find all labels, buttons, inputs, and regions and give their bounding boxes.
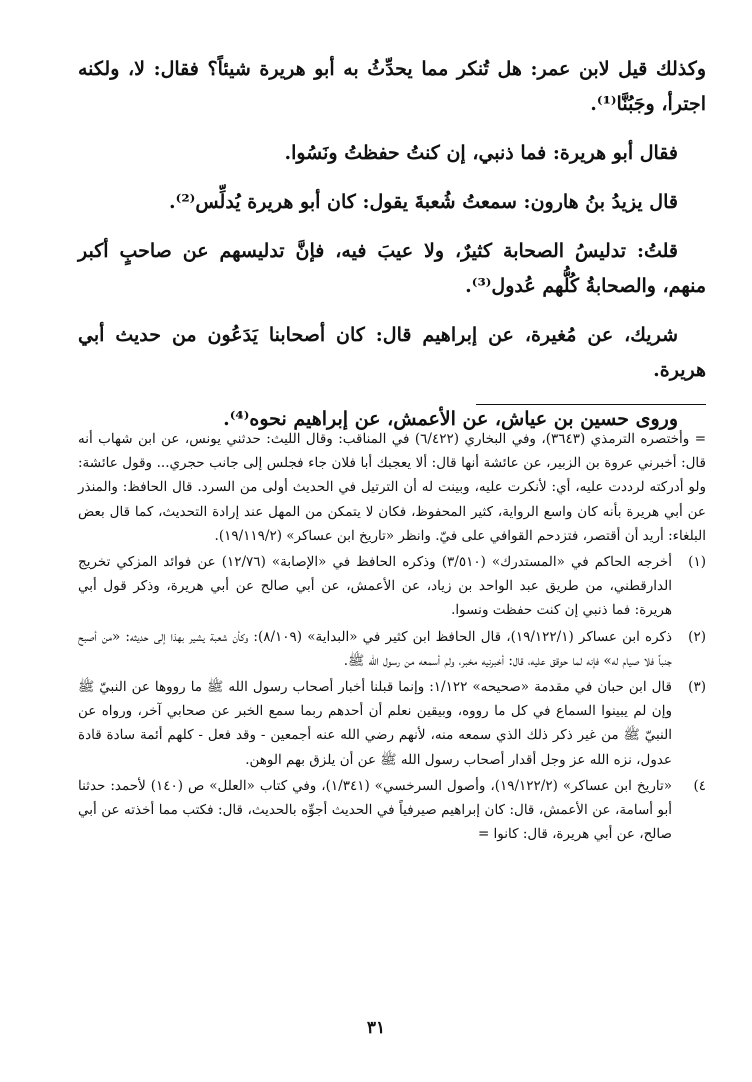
footnote-separator xyxy=(476,404,706,405)
footnote-continuation-text: = وأختصره الترمذي (٣٦٤٣)، وفي البخاري (٦/٤٢٢) في المناقب: وقال الليث: حدثني يونس، عن ابن شهاب أنه قال: أخبرني عروة بن الزبير، عن عائشة أنها قال: ألا يعجبك أبا فلان جاء فجلس إلى جانب حجري... وقول عائشة: ولو أدركته لرددت عليه، أي: لأنكرت عليه، وبينت له أن الترتيل في الحديث أولى من السرد. قال الحافظ: والمنذر عن أبي هريرة بأنه كان واسع الرواية، كثير المحفوظ، فكان لا يتمكن من المهل عند إرادة التحديث، كما قال بعض البلغاء: أريد أن أقتصر، فتزدحم القوافي على فيّ. وانظر «تاريخ ابن عساكر» (١٩/١١٩/٢). xyxy=(78,431,707,544)
page-number: ٣١ xyxy=(366,1018,386,1038)
main-paragraph-5: شريك، عن مُغيرة، عن إبراهيم قال: كان أصحابنا يَدَعُون من حديث أبي هريرة. xyxy=(78,324,706,381)
footnote-3 xyxy=(78,675,706,772)
footnote-4 xyxy=(78,774,706,847)
footnote-text: «تاريخ ابن عساكر» (١٩/١٢٢/٢)، وأصول السرخسي» (١/٣٤١)، وفي كتاب «العلل» ص (١٤٠) لأحمد: حدثنا أبو أسامة، عن الأعمش، قال: كان إبراهيم صيرفياً في الحديث أجوِّه بالحديث، قال: فكتب مما أخذته عن أبي صالح، عن أبي هريرة، قال: كانوا = xyxy=(78,777,672,843)
page-content xyxy=(78,52,707,843)
footnotes xyxy=(78,427,706,848)
footnote-number: (١) xyxy=(688,554,706,571)
footnote-number: (٣) xyxy=(688,679,706,696)
main-text xyxy=(78,52,706,437)
footnote-2 xyxy=(78,625,706,673)
footnote-text: ذكره ابن عساكر (١٩/١٢٢/١)، قال الحافظ ابن كثير في «البداية» (٨/١٠٩): وكأن شعبة يشير بهذا إلى حديثه: «من أصبح جنباً فلا صيام له» فإنه لما حوقق عليه، قال: أخبرنيه مخبر، ولم أسمعه من رسول الله ﷺ. xyxy=(78,628,672,669)
footnote-text: قال ابن حبان في مقدمة «صحيحه» ١/١٢٢: وإنما قبلنا أخبار أصحاب رسول الله ﷺ ما رووها عن النبيّ ﷺ وإن لم يبينوا السماع في كل ما رووه، وبيقين نعلم أن أحدهم ربما سمع الخبر عن صحابي آخر، ورواه عن النبيّ ﷺ من غير ذكر ذلك الذي سمعه منه، لأنهم رضي الله عنه أجمعين - وقد فعل - كلهم أئمة سادة قادة عدول، نزه الله عز وجل أقدار أصحاب رسول الله ﷺ عن أن يلزق بهم الوهن. xyxy=(78,679,672,768)
main-paragraph-1: وكذلك قيل لابن عمر: هل تُنكر مما يحدِّثُ به أبو هريرة شيئاً؟ فقال: لا، ولكنه اجترأ، وجَبُنَّا⁽¹⁾. xyxy=(78,58,706,115)
main-paragraph-4: قلتُ: تدليسُ الصحابة كثيرٌ، ولا عيبَ فيه، فإنَّ تدليسهم عن صاحبٍ أكبر منهم، والصحابةُ كُلُّهم عُدول⁽³⁾. xyxy=(78,240,706,297)
footnote-1 xyxy=(78,550,706,623)
footnote-number: (٢) xyxy=(688,628,706,645)
main-paragraph-3: قال يزيدُ بنُ هارون: سمعتُ شُعبةَ يقول: كان أبو هريرة يُدلِّس⁽²⁾. xyxy=(169,191,678,213)
main-paragraph-6: وروى حسين بن عياش، عن الأعمش، عن إبراهيم نحوه⁽⁴⁾. xyxy=(223,408,678,430)
footnote-number: ٤) xyxy=(693,777,706,794)
main-paragraph-2: فقال أبو هريرة: فما ذنبي، إن كنتُ حفظتُ ونَسُوا. xyxy=(284,142,678,164)
footnote-text: أخرجه الحاكم في «المستدرك» (٣/٥١٠) وذكره الحافظ في «الإصابة» (١٢/٧٦) عن فوائد المزكي تخريج الدارقطني، من طريق عبد الواحد بن زياد، عن الأعمش، عن أبي صالح عن أبي هريرة، وذكر قول أبي هريرة: فما ذنبي إن كنت حفظت ونسوا. xyxy=(78,554,672,619)
footnote-continuation xyxy=(78,427,706,548)
